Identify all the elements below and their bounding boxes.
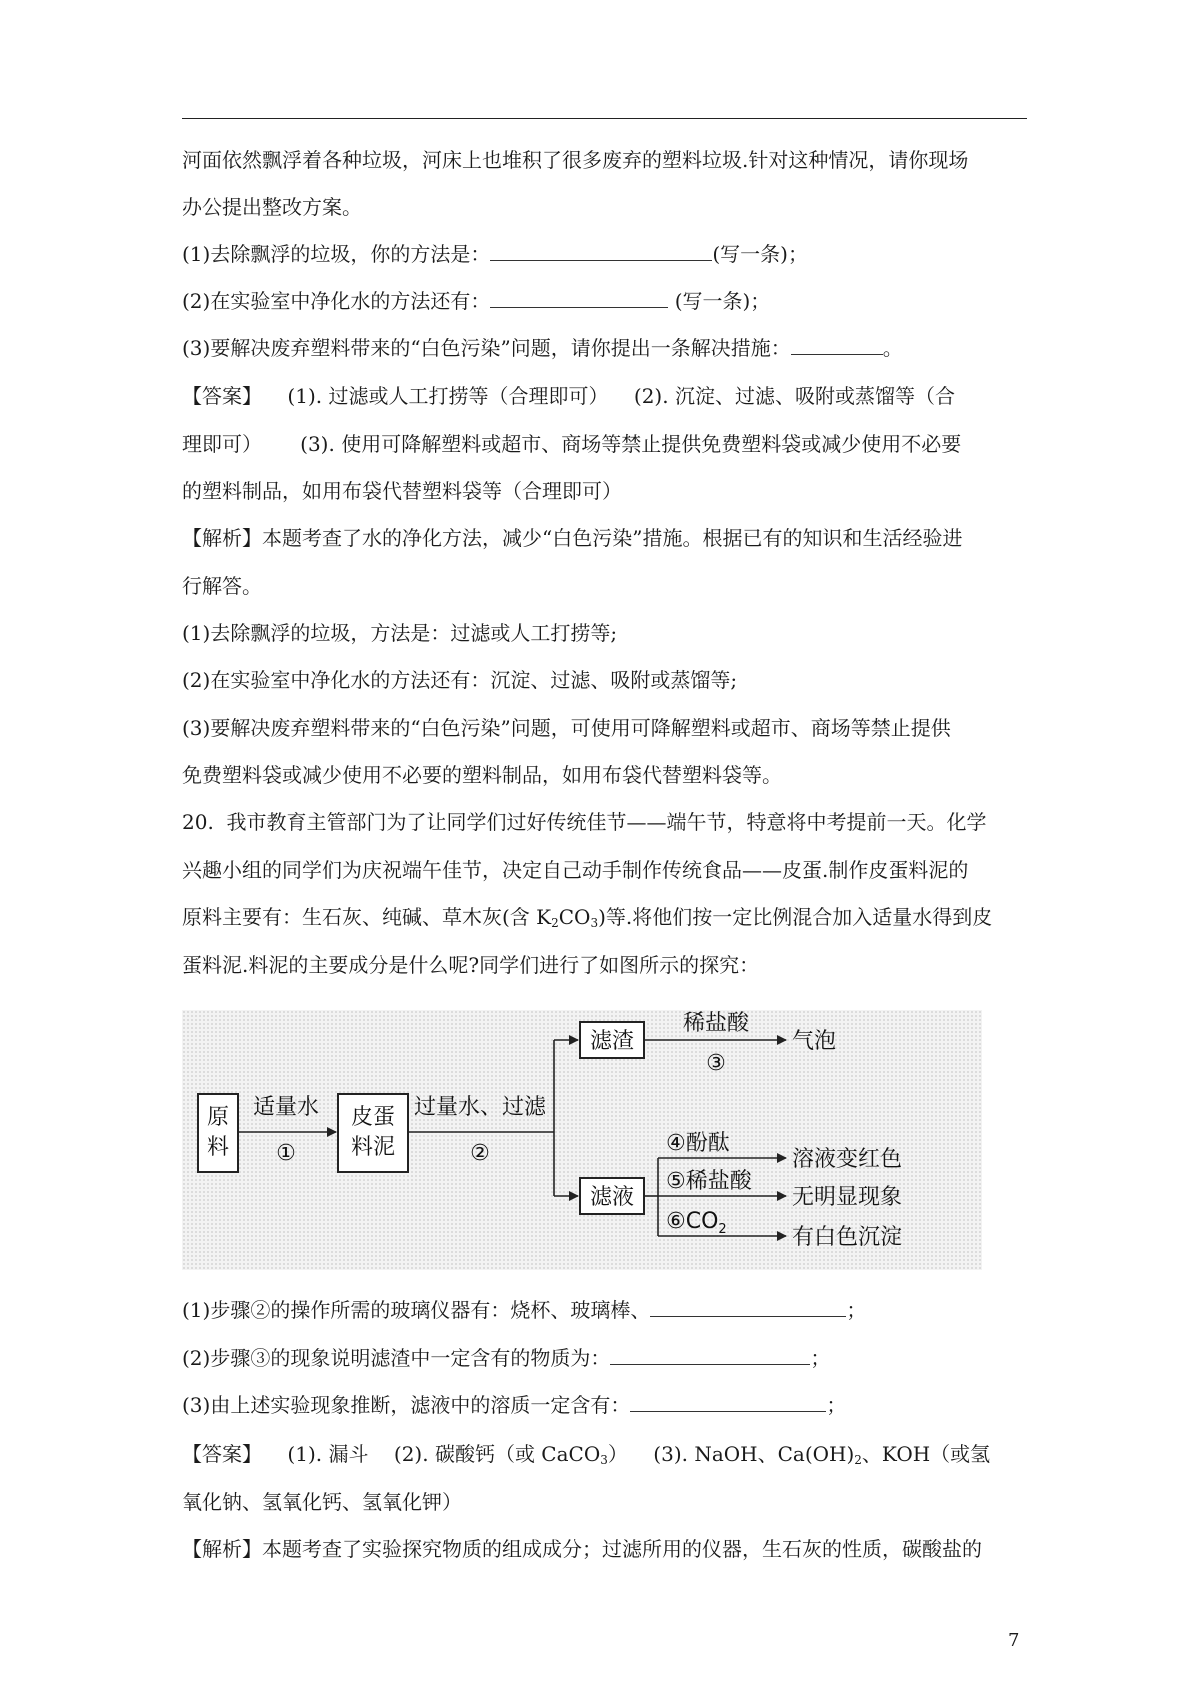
step-5-result: 无明显现象 xyxy=(792,1185,903,1210)
page-number: 7 xyxy=(1008,1630,1020,1651)
problem-20-line: 原料主要有：生石灰、纯碱、草木灰(含 $K_2CO_3$)等.将他们按一定比例混合加入适量水得到皮 xyxy=(182,905,993,930)
raw-label-2: 料 xyxy=(206,1135,230,1160)
text-line: 河面依然飘浮着各种垃圾，河床上也堆积了很多废弃的塑料垃圾.针对这种情况，请你现场 xyxy=(182,148,969,172)
answer-blank[interactable] xyxy=(490,287,668,308)
experiment-flow-diagram xyxy=(182,1010,982,1270)
explanation-line: 行解答。 xyxy=(182,574,262,598)
residue-result: 气泡 xyxy=(792,1029,837,1054)
explanation-line: 免费塑料袋或减少使用不必要的塑料制品，如用布袋代替塑料袋等。 xyxy=(182,763,782,787)
answer-20-line: 氧化钠、氢氧化钙、氢氧化钾） xyxy=(182,1490,462,1514)
subquestion-1: (1)步骤②的操作所需的玻璃仪器有：烧杯、玻璃棒、 ； xyxy=(182,1298,867,1322)
flow-diagram-svg xyxy=(182,1010,982,1270)
problem-20-line: 蛋料泥.料泥的主要成分是什么呢?同学们进行了如图所示的探究： xyxy=(182,953,760,977)
step-6-label: $⑥CO_2$ xyxy=(666,1209,727,1237)
residue-label: 滤渣 xyxy=(589,1029,635,1054)
explanation-20-line: 【解析】本题考查了实验探究物质的组成成分；过滤所用的仪器，生石灰的性质，碳酸盐的 xyxy=(182,1537,982,1561)
answer-line: 的塑料制品，如用布袋代替塑料袋等（合理即可） xyxy=(182,479,622,503)
step-4-result: 溶液变红色 xyxy=(792,1147,903,1172)
explanation-line: (3)要解决废弃塑料带来的“白色污染”问题，可使用可降解塑料或超市、商场等禁止提供 xyxy=(182,716,951,740)
question-1: (1)去除飘浮的垃圾，你的方法是： (写一条)； xyxy=(182,242,808,266)
step-5-label: ⑤稀盐酸 xyxy=(666,1169,752,1194)
filtrate-label: 滤液 xyxy=(589,1185,635,1210)
mud-label-1: 皮蛋 xyxy=(350,1105,396,1130)
question-3: (3)要解决废弃塑料带来的“白色污染”问题，请你提出一条解决措施： 。 xyxy=(182,336,903,360)
problem-20-line: 兴趣小组的同学们为庆祝端午佳节，决定自己动手制作传统食品——皮蛋.制作皮蛋料泥的 xyxy=(182,858,969,882)
answer-line: 【答案】 (1). 过滤或人工打捞等（合理即可） (2). 沉淀、过滤、吸附或蒸馏等（合 xyxy=(182,384,955,408)
text-line: 办公提出整改方案。 xyxy=(182,195,362,219)
answer-blank[interactable] xyxy=(650,1296,846,1317)
answer-line: 理即可） (3). 使用可降解塑料或超市、商场等禁止提供免费塑料袋或减少使用不必要 xyxy=(182,432,962,456)
step-3-number: ③ xyxy=(706,1051,726,1076)
question-2: (2)在实验室中净化水的方法还有： (写一条)； xyxy=(182,289,771,313)
answer-blank[interactable] xyxy=(490,240,712,261)
answer-blank[interactable] xyxy=(630,1391,826,1412)
raw-label-1: 原 xyxy=(206,1105,230,1130)
answer-20-line: 【答案】 (1). 漏斗 (2). 碳酸钙（或 CaCO$_3$） (3). NaOH、$Ca(OH)_2$、KOH（或氢 xyxy=(182,1442,991,1467)
mud-label-2: 料泥 xyxy=(350,1135,396,1160)
header-rule xyxy=(182,118,1027,119)
step-4-label: ④酚酞 xyxy=(666,1131,730,1156)
step-2-number: ② xyxy=(470,1141,490,1166)
explanation-line: (2)在实验室中净化水的方法还有：沉淀、过滤、吸附或蒸馏等; xyxy=(182,668,738,692)
problem-20-line: 20. 我市教育主管部门为了让同学们过好传统佳节——端午节，特意将中考提前一天。化学 xyxy=(182,810,987,834)
subquestion-3: (3)由上述实验现象推断，滤液中的溶质一定含有： ； xyxy=(182,1393,847,1417)
explanation-line: 【解析】本题考查了水的净化方法，减少“白色污染”措施。根据已有的知识和生活经验进 xyxy=(182,526,963,550)
step-3-reagent: 稀盐酸 xyxy=(682,1011,750,1036)
step-1-reagent: 适量水 xyxy=(252,1095,320,1120)
answer-blank[interactable] xyxy=(610,1344,810,1365)
step-1-number: ① xyxy=(276,1141,296,1166)
answer-blank[interactable] xyxy=(791,334,883,355)
step-2-operation: 过量水、过滤 xyxy=(413,1095,547,1120)
explanation-line: (1)去除飘浮的垃圾，方法是：过滤或人工打捞等; xyxy=(182,621,618,645)
step-6-result: 有白色沉淀 xyxy=(792,1225,903,1250)
subquestion-2: (2)步骤③的现象说明滤渣中一定含有的物质为： ； xyxy=(182,1346,831,1370)
